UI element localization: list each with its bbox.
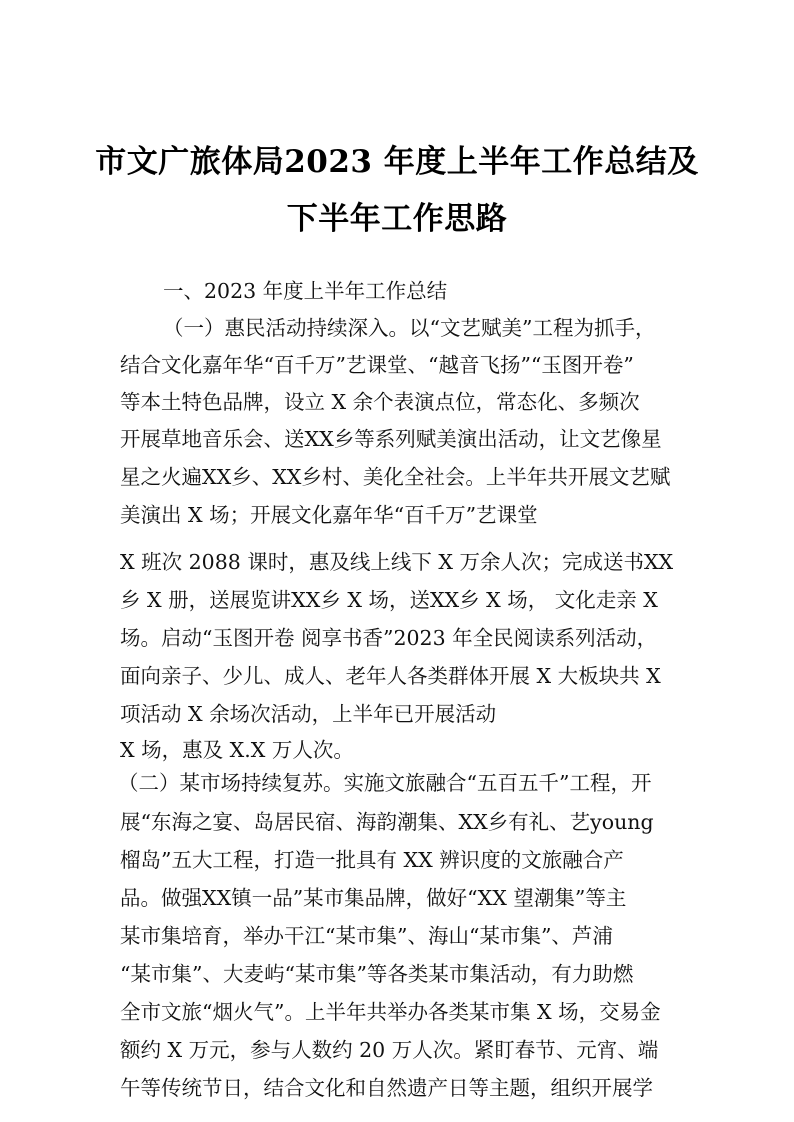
section-subheading: （二）某市场持续复苏。实施文旅融合“五百五千”工程，开: [118, 771, 652, 795]
paragraph-line: 面向亲子、少儿、成人、老年人各类群体开展 X 大板块共 X: [120, 664, 661, 688]
paragraph-line: X 班次 2088 课时，惠及线上线下 X 万余人次；完成送书XX: [120, 550, 674, 574]
paragraph-line: 场。启动“玉图开卷 阅享书香”2023 年全民阅读系列活动，: [120, 626, 658, 650]
document-title-line-2: 下半年工作思路: [286, 201, 508, 237]
paragraph-line: 乡 X 册，送展览讲XX乡 X 场，送XX乡 X 场， 文化走亲 X: [120, 588, 658, 612]
paragraph-line: 全市文旅“烟火气”。上半年共举办各类某市集 X 场，交易金: [120, 1000, 661, 1024]
document-title-line-1: 市文广旅体局2023 年度上半年工作总结及: [95, 144, 699, 180]
paragraph-line: 等本土特色品牌，设立 X 余个表演点位，常态化、多频次: [120, 390, 640, 414]
paragraph-line: 榴岛”五大工程，打造一批具有 XX 辨识度的文旅融合产: [120, 848, 624, 872]
paragraph-line: 某市集培育，举办干江“某市集”、海山“某市集”、芦浦: [120, 924, 613, 948]
paragraph-line: 结合文化嘉年华“百千万”艺课堂、“越音飞扬”“玉图开卷”: [120, 353, 634, 377]
paragraph-line: 午等传统节日，结合文化和自然遗产日等主题，组织开展学: [120, 1076, 653, 1100]
paragraph-line: 项活动 X 余场次活动，上半年已开展活动: [120, 702, 497, 726]
paragraph-line: 美演出 X 场；开展文化嘉年华“百千万”艺课堂: [120, 503, 538, 527]
paragraph-line: 星之火遍XX乡、XX乡村、美化全社会。上半年共开展文艺赋: [120, 465, 671, 489]
paragraph-line: 额约 X 万元，参与人数约 20 万人次。紧盯春节、元宵、端: [120, 1038, 659, 1062]
section-heading: 一、2023 年度上半年工作总结: [163, 279, 448, 303]
paragraph-line: “某市集”、大麦屿“某市集”等各类某市集活动，有力助燃: [120, 962, 634, 986]
paragraph-line: （一）惠民活动持续深入。以“文艺赋美”工程为抓手，: [163, 316, 656, 340]
paragraph-line: X 场，惠及 X.X 万人次。: [120, 738, 354, 762]
paragraph-line: 开展草地音乐会、送XX乡等系列赋美演出活动，让文艺像星: [120, 427, 662, 451]
paragraph-line: 展“东海之宴、岛居民宿、海韵潮集、XX乡有礼、艺young: [120, 810, 654, 834]
paragraph-line: 品。做强XX镇一品”某市集品牌，做好“XX 望潮集”等主: [120, 886, 627, 910]
